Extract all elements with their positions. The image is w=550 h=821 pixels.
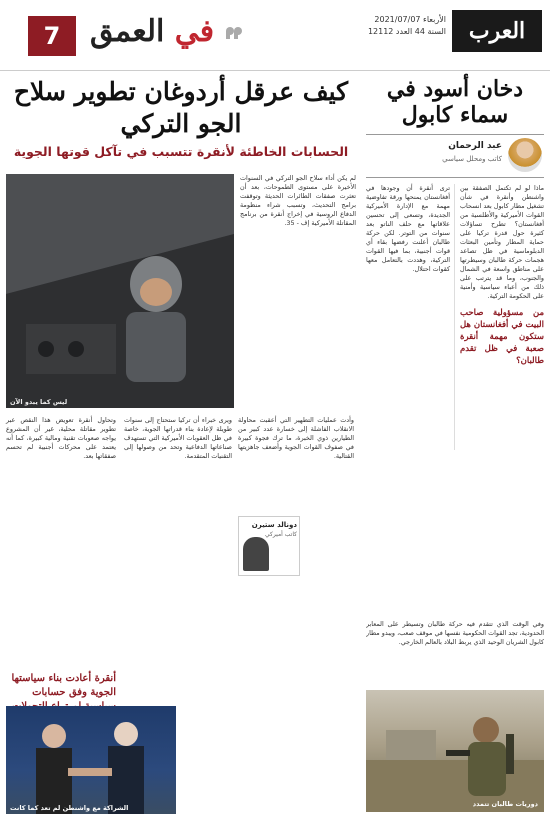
intro-text: لم يكن أداء سلاح الجو التركي في السنوات الأخيرة على مستوى الطموحات، بعد أن تعثرت صفقات الطائرات الحديثة وتوقفت برامج التحديث، وتسبب شراء منظومة الدفاع الروسية في إخراج أنقرة من برنامج المقاتلة الأميركية إف - 35. [240,174,356,227]
bottom-right-text [366,620,544,680]
page-header [0,0,550,71]
main-headline: كيف عرقل أردوغان تطوير سلاح الجو التركي [13,77,349,138]
byline-box [238,516,300,576]
intro-column [240,174,356,228]
opinion-text-1: ماذا لو لم تكتمل الصفقة بين واشنطن وأنقرة في شأن تشغيل مطار كابول بعد انسحاب القوات الأميركية والأطلسية من أفغانستان؟ تطرح تساؤلات كثيرة حول قدرة تركيا على حماية المطار وتأمين البعثات الدبلوماسية في ظل تصاعد هجمات حركة طالبان وسيطرتها على مناطق واسعة في الشمال والجنوب، وما قد يترتب على ذلك من أعباء سياسية وأمنية على الحكومة التركية. [460,184,544,300]
byline-role: كاتب أميركي [264,531,297,538]
body-column-3 [6,416,116,461]
main-subhead: الحسابات الخاطئة لأنقرة تتسبب في تآكل قوتها الجوية [13,144,349,159]
cockpit-photo [6,174,234,408]
main-story [6,76,356,812]
cockpit-photo-caption: ليس كما يبدو الآن [10,398,68,406]
issue-date: الأربعاء 2021/07/07 [374,15,446,24]
column-divider [454,184,455,450]
author-role: كاتب ومحلل سياسي [442,155,502,163]
body-text-1: وأدت عمليات التطهير التي أعقبت محاولة الانقلاب الفاشلة إلى خسارة عدد كبير من الطيارين ذوي الخبرة، ما ترك فجوة كبيرة في صفوف القوات الجوية وأضعف جاهزيتها القتالية. [238,416,354,460]
opinion-body [366,184,544,454]
quote-icon [225,26,243,42]
byline-avatar [243,537,269,571]
opinion-text-2: ترى أنقرة أن وجودها في أفغانستان يمنحها ورقة تفاوضية مهمة مع الإدارة الأميركية الجديدة، وتسعى إلى تحسين علاقاتها مع حلف الناتو بعد سنوات من التوتر. لكن حركة طالبان أعلنت رفضها بقاء أي قوات أجنبية، بما فيها القوات التركية، وهددت بالتعامل معها كقوات احتلال. [366,184,450,273]
body-text-2: ويرى خبراء أن تركيا ستحتاج إلى سنوات طويلة لإعادة بناء قدراتها الجوية، خاصة في ظل العقوبات الأميركية التي تستهدف صناعاتها الدفاعية وتحد من وصولها إلى التقنيات المتقدمة. [124,416,232,460]
body-column-2 [124,416,232,461]
section-prefix: في [174,14,215,49]
newspaper-logo[interactable]: العرب [452,10,542,52]
body-column-1 [238,416,354,461]
byline-name: دونالد ستيرن [251,521,297,529]
issue-info [368,14,446,38]
opinion-title: دخان أسود في سماء كابول [386,76,524,128]
author-avatar [508,138,542,172]
section-title [90,14,214,49]
soldier-photo-caption: دوريات طالبان تتمدد [472,800,538,808]
main-pull-quote: أنقرة أعادت بناء سياستها الجوية وفق حسابات [11,673,116,698]
opinion-column-1 [460,184,544,373]
issue-number: السنة 44 العدد 12112 [367,27,446,36]
cockpit-illustration [6,174,234,408]
body-text-3: وتحاول أنقرة تعويض هذا النقص عبر تطوير مقاتلة محلية، غير أن المشروع يواجه صعوبات تقنية ومالية كبيرة، كما أنه يعتمد على محركات أجنبية لم تحسم صفقاتها بعد. [6,416,116,460]
soldier-photo [366,690,544,812]
author-box [366,134,544,178]
page-number: 7 [28,16,76,56]
handshake-photo-caption: الشراكة مع واشنطن لم تعد كما كانت [10,804,129,812]
opinion-column [366,76,544,454]
handshake-photo [6,706,176,814]
soldier-illustration [366,690,544,812]
bottom-right-body: وفي الوقت الذي تتقدم فيه حركة طالبان وتسيطر على المعابر الحدودية، تجد القوات الحكومية نفسها في موقف صعب، ويبدو مطار كابول الشريان الوحيد الذي يربط البلاد بالعالم الخارجي. [366,620,544,646]
opinion-column-2 [366,184,450,274]
section-word: العمق [90,14,165,49]
author-name: عبد الرحمان [448,141,502,151]
opinion-pull-quote: من مسؤولية صاحب البيت في أفغانستان هل ستكون مهمة أنقرة صعبة في ظل تقدم طالبان؟ [460,308,544,366]
handshake-illustration [6,706,176,814]
